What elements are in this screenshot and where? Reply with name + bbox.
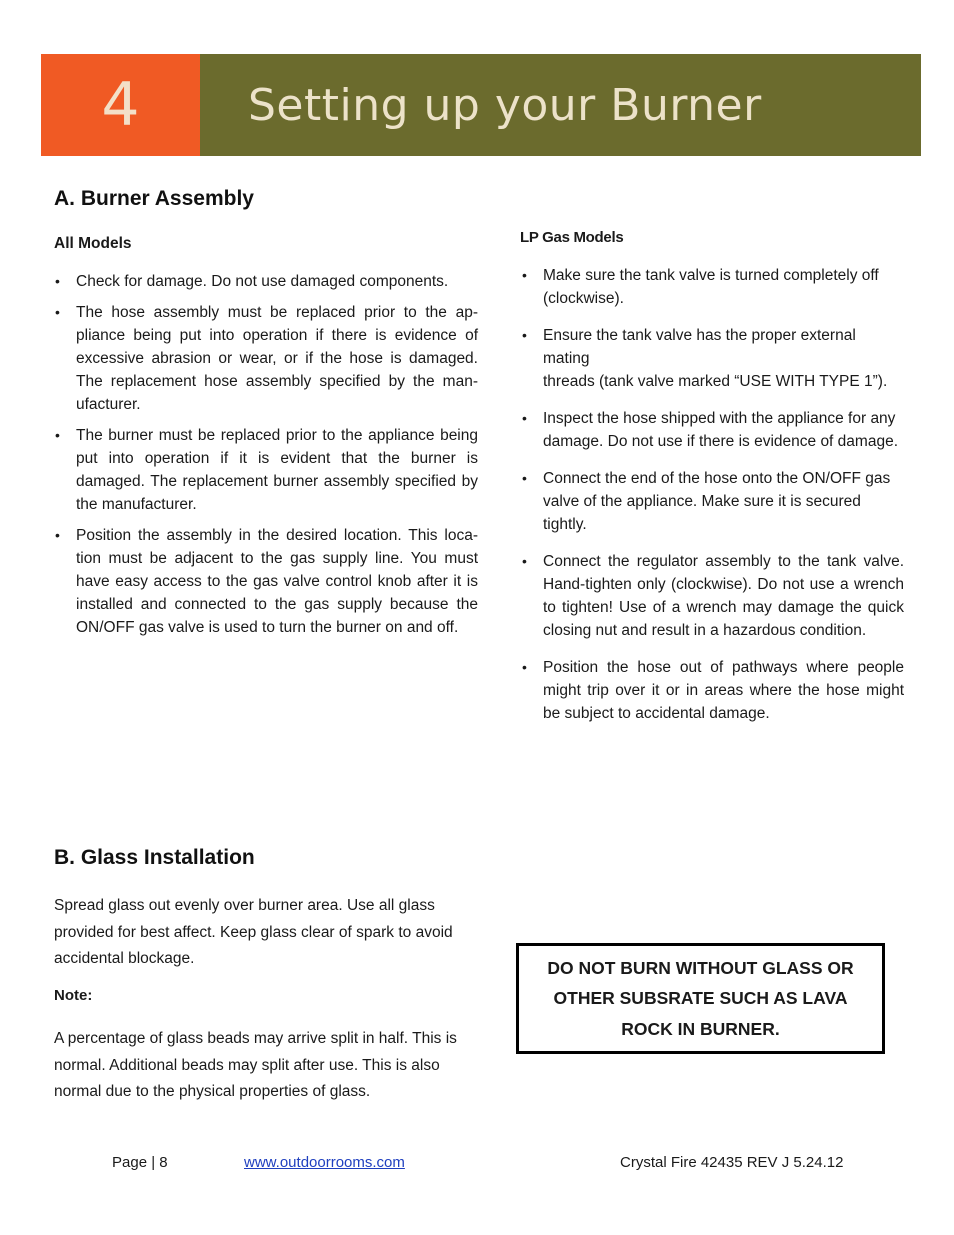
lp-models-list: [521, 264, 904, 739]
document-id: Crystal Fire 42435 REV J 5.24.12: [620, 1154, 844, 1171]
lp-models-title: LP Gas Models: [520, 229, 624, 246]
list-item: • Position the hose out of pathways where people might trip over it or in areas where the hose might be subject to accidental damage.: [521, 656, 904, 725]
list-item: • Inspect the hose shipped with the appliance for any damage. Do not use if there is evidence of damage.: [521, 407, 904, 453]
page-number: Page | 8: [112, 1154, 168, 1171]
list-item: • The burner must be replaced prior to the appliance being put into operation if it is evident that the burner is damaged. The replacement burner assembly specified by the manufacturer.: [54, 424, 478, 516]
website-link[interactable]: www.outdoorrooms.com: [244, 1154, 405, 1171]
list-item: • Position the assembly in the desired location. This loca-tion must be adjacent to the gas supply line. You must have easy access to the gas valve control knob after it is installed and connected to the gas supply because the ON/OFF gas valve is used to turn the burner on and off.: [54, 524, 478, 639]
list-item: • Ensure the tank valve has the proper external mating threads (tank valve marked “USE WITH TYPE 1”).: [521, 324, 904, 393]
note-label: Note:: [54, 987, 93, 1004]
all-models-list: [54, 270, 478, 647]
list-item: • Check for damage. Do not use damaged components.: [54, 270, 478, 293]
glass-paragraph: Spread glass out evenly over burner area. Use all glass provided for best affect. Keep glass clear of spark to avoid accidental blockage.: [54, 897, 453, 967]
chapter-number: 4: [41, 54, 200, 156]
list-item: • Connect the end of the hose onto the ON/OFF gas valve of the appliance. Make sure it is secured tightly.: [521, 467, 904, 536]
section-a-heading: A. Burner Assembly: [54, 187, 254, 210]
note-text: A percentage of glass beads may arrive split in half. This is normal. Additional beads may split after use. This is also normal due to the physical properties of glass.: [54, 1030, 457, 1100]
list-item: • Make sure the tank valve is turned completely off (clockwise).: [521, 264, 904, 310]
all-models-title: All Models: [54, 235, 132, 252]
chapter-title: Setting up your Burner: [200, 54, 921, 156]
warning-box: DO NOT BURN WITHOUT GLASS OR OTHER SUBSRATE SUCH AS LAVA ROCK IN BURNER.: [516, 943, 885, 1054]
chapter-banner: [41, 54, 921, 156]
section-b-heading: B. Glass Installation: [54, 846, 255, 869]
list-item: • The hose assembly must be replaced prior to the ap-pliance being put into operation if there is evidence of excessive abrasion or wear, or if the hose is damaged. The replacement hose assembly specified by the man-ufacturer.: [54, 301, 478, 416]
list-item: • Connect the regulator assembly to the tank valve. Hand-tighten only (clockwise). Do not use a wrench to tighten! Use of a wrench may damage the quick closing nut and result in a hazardous condition.: [521, 550, 904, 642]
